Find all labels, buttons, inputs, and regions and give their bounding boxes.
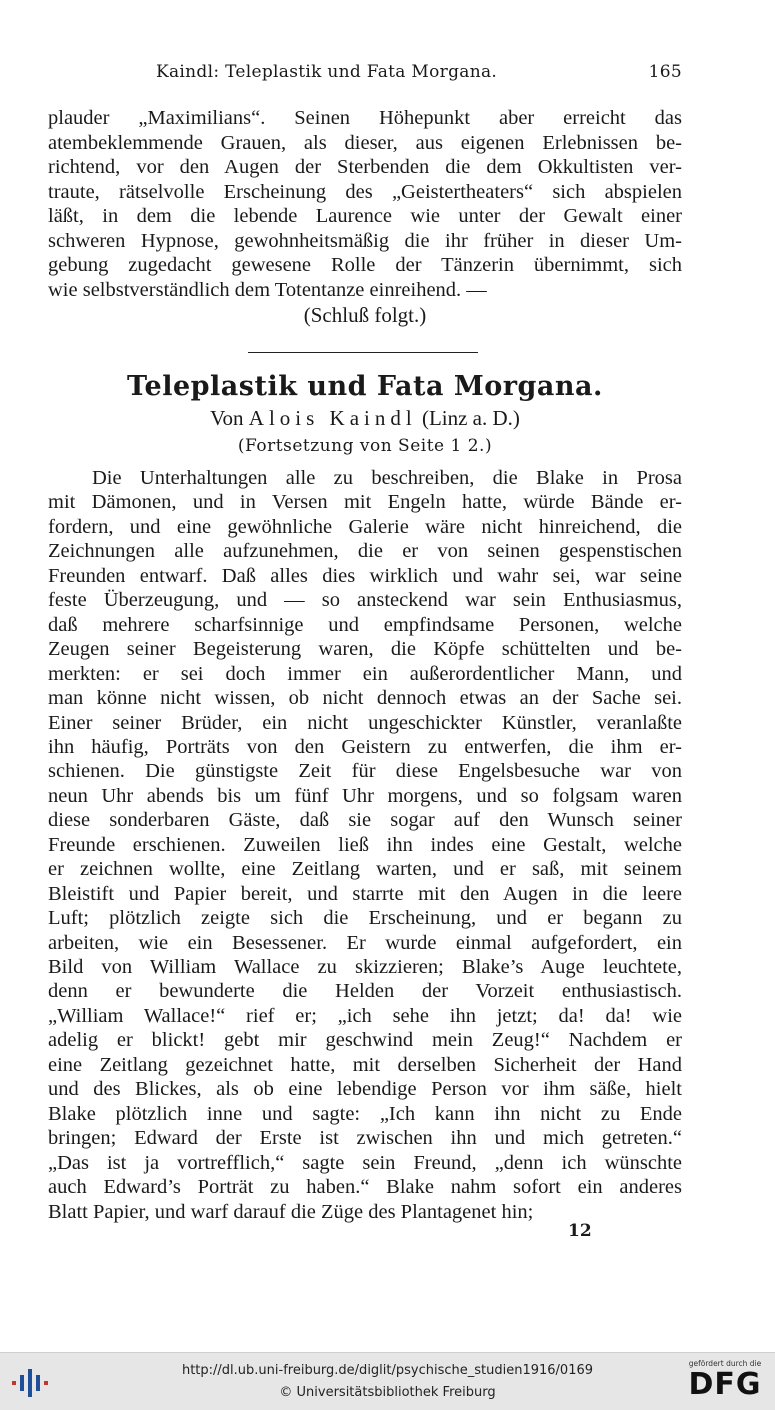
text-line: traute, rätselvolle Erscheinung des „Geistertheaters“ sich abspielen: [48, 180, 682, 203]
text-line: läßt, in dem die lebende Laurence wie unter der Gewalt einer: [48, 205, 682, 227]
text-line: diese sonderbaren Gäste, daß sie sogar auf den Wunsch seiner: [48, 809, 682, 832]
text-line: Luft; plötzlich zeigte sich die Erscheinung, und er begann zu: [48, 907, 682, 930]
text-line: richtend, vor den Augen der Sterbenden die dem Okkultisten ver-: [48, 156, 682, 178]
text-line: arbeiten, wie ein Besessener. Er wurde einmal aufgefordert, ein: [48, 931, 682, 954]
text-line: eine Zeitlang gezeichnet hatte, mit derselben Sicherheit der Hand: [48, 1053, 682, 1076]
section-divider: [248, 352, 478, 353]
text-line: Die Unterhaltungen alle zu beschreiben, die Blake in Prosa: [92, 467, 682, 489]
copyright-text: © Universitätsbibliothek Freiburg: [279, 1385, 496, 1400]
text-line: feste Überzeugung, und — so ansteckend war sein Enthusiasmus,: [48, 589, 682, 612]
text-line: daß mehrere scharfsinnige und empfindsame Personen, welche: [48, 613, 682, 636]
closing-note: (Schluß folgt.): [303, 303, 427, 327]
text-line: Blatt Papier, und warf darauf die Züge des Plantagenet hin;: [48, 1200, 534, 1223]
text-line: mit Dämonen, und in Versen mit Engeln hatte, würde Bände er-: [48, 491, 682, 514]
signature-mark: 12: [568, 1221, 592, 1241]
page-number: 165: [648, 62, 682, 82]
text-line: Freunde erschienen. Zuweilen ließ ihn indes eine Gestalt, welche: [48, 833, 682, 856]
text-line: Freunden entwarf. Daß alles dies wirklich und wahr sei, war seine: [48, 564, 682, 587]
text-line: plauder „Maximilians“. Seinen Höhepunkt aber erreicht das: [48, 107, 682, 129]
text-line: Einer seiner Brüder, ein nicht ungeschickter Künstler, veranlaßte: [48, 711, 682, 734]
dfg-logo-text: DFG: [688, 1367, 762, 1402]
text-line: merkten: er sei doch immer ein außerordentlicher Mann, und: [48, 662, 682, 685]
text-line: fordern, und eine gewöhnliche Galerie wäre nicht hinreichend, die: [48, 515, 682, 538]
text-line: Bleistift und Papier bereit, und starrte mit den Augen in die leere: [48, 882, 682, 905]
text-line: wie selbstverständlich dem Totentanze einreihend. —: [48, 278, 487, 301]
text-line: neun Uhr abends bis um fünf Uhr morgens, und so folgsam waren: [48, 784, 682, 807]
text-line: man könne nicht wissen, ob nicht dennoch etwas an der Sache sei.: [48, 687, 682, 710]
text-line: und des Blickes, als ob eine lebendige Person vor ihm säße, hielt: [48, 1078, 682, 1101]
article-title: Teleplastik und Fata Morgana.: [127, 371, 603, 402]
running-head: [48, 62, 682, 88]
author-location: (Linz a. D.): [421, 406, 520, 430]
text-line: schweren Hypnose, gewohnheitsmäßig die ihr früher in dieser Um-: [48, 229, 682, 252]
text-line: Bild von William Wallace zu skizzieren; Blake’s Auge leuchtete,: [48, 956, 682, 978]
text-line: atembeklemmende Grauen, als dieser, aus eigenen Erlebnissen be-: [48, 131, 682, 154]
text-line: denn er bewunderte die Helden der Vorzeit enthusiastisch.: [48, 980, 682, 1003]
text-line: schienen. Die günstigste Zeit für diese Engelsbesuche war von: [48, 760, 682, 783]
continuation-note: (Fortsetzung von Seite 1 2.): [237, 436, 493, 456]
text-line: Blake plötzlich inne und sagte: „Ich kann ihn nicht zu Ende: [48, 1102, 682, 1125]
text-line: gebung zugedacht gewesene Rolle der Tänzerin übernimmt, sich: [48, 254, 682, 276]
running-title: Kaindl: Teleplastik und Fata Morgana.: [156, 62, 498, 82]
text-line: ihn häufig, Porträts von den Geistern zu entwerfen, die ihm er-: [48, 735, 682, 758]
viewer-footer: [0, 1352, 775, 1410]
text-line: „William Wallace!“ rief er; „ich sehe ihn jetzt; da! da! wie: [48, 1004, 682, 1027]
page-url-link[interactable]: http://dl.ub.uni-freiburg.de/diglit/psychische_studien1916/0169: [181, 1363, 594, 1378]
author-name: Alois Kaindl: [248, 406, 417, 430]
dfg-caption: gefördert durch die: [688, 1359, 762, 1368]
text-line: bringen; Edward der Erste ist zwischen ihn und mich getreten.“: [48, 1127, 682, 1150]
text-line: adelig er blickt! gebt mir geschwind mein Zeug!“ Nachdem er: [48, 1029, 682, 1052]
text-line: Zeichnungen alle aufzunehmen, die er von seinen gespenstischen: [48, 540, 682, 563]
text-line: auch Edward’s Porträt zu haben.“ Blake nahm sofort ein anderes: [48, 1176, 682, 1199]
text-line: Zeugen seiner Begeisterung waren, die Köpfe schüttelten und be-: [48, 638, 682, 661]
dfg-logo: [685, 1359, 765, 1407]
byline: [48, 406, 682, 431]
text-line: er zeichnen wollte, eine Zeitlang warten, und er saß, mit seinem: [48, 858, 682, 881]
text-line: „Das ist ja vortrefflich,“ sagte sein Freund, „denn ich wünschte: [48, 1151, 682, 1174]
byline-prefix: Von: [210, 406, 244, 430]
